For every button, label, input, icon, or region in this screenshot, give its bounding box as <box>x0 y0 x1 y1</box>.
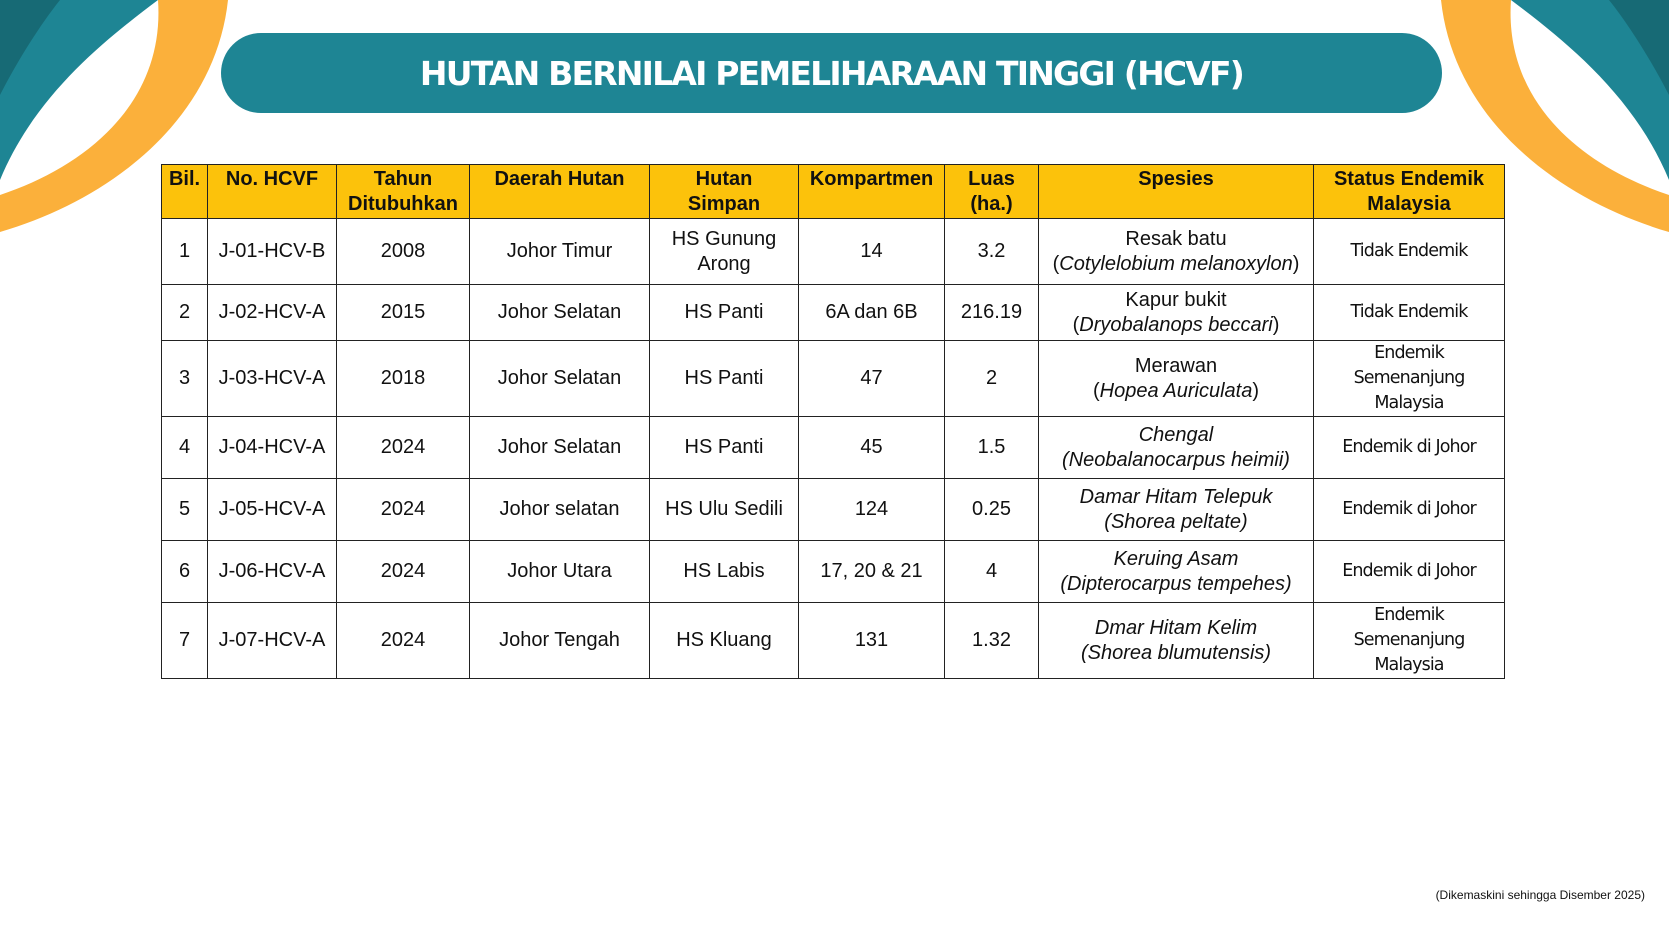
cell-status-endemik: Endemik di Johor <box>1314 541 1505 603</box>
cell-no-hcvf: J-04-HCV-A <box>208 417 337 479</box>
cell-status-endemik: Endemik Semenanjung Malaysia <box>1314 603 1505 679</box>
cell-luas: 1.5 <box>945 417 1039 479</box>
cell-luas: 4 <box>945 541 1039 603</box>
cell-bil: 5 <box>162 479 208 541</box>
header-hutan-simpan: Hutan Simpan <box>650 165 799 219</box>
cell-kompartmen: 45 <box>799 417 945 479</box>
cell-no-hcvf: J-01-HCV-B <box>208 219 337 285</box>
header-status-endemik: Status Endemik Malaysia <box>1314 165 1505 219</box>
cell-kompartmen: 17, 20 & 21 <box>799 541 945 603</box>
cell-daerah: Johor Selatan <box>470 285 650 341</box>
cell-status-endemik: Endemik di Johor <box>1314 417 1505 479</box>
cell-tahun: 2018 <box>337 341 470 417</box>
cell-daerah: Johor Selatan <box>470 417 650 479</box>
cell-hutan-simpan: HS Labis <box>650 541 799 603</box>
cell-bil: 3 <box>162 341 208 417</box>
cell-luas: 2 <box>945 341 1039 417</box>
header-luas: Luas (ha.) <box>945 165 1039 219</box>
cell-status-endemik: Endemik Semenanjung Malaysia <box>1314 341 1505 417</box>
cell-no-hcvf: J-03-HCV-A <box>208 341 337 417</box>
cell-hutan-simpan: HS Ulu Sedili <box>650 479 799 541</box>
table-row <box>162 219 1505 285</box>
cell-tahun: 2008 <box>337 219 470 285</box>
table-row <box>162 541 1505 603</box>
table-row <box>162 417 1505 479</box>
table-row <box>162 479 1505 541</box>
cell-kompartmen: 124 <box>799 479 945 541</box>
cell-bil: 4 <box>162 417 208 479</box>
cell-spesies: Merawan (Hopea Auriculata) <box>1039 341 1314 417</box>
cell-kompartmen: 47 <box>799 341 945 417</box>
cell-daerah: Johor Utara <box>470 541 650 603</box>
cell-tahun: 2015 <box>337 285 470 341</box>
header-no-hcvf: No. HCVF <box>208 165 337 219</box>
cell-spesies: Damar Hitam Telepuk (Shorea peltate) <box>1039 479 1314 541</box>
cell-tahun: 2024 <box>337 603 470 679</box>
cell-hutan-simpan: HS Panti <box>650 417 799 479</box>
cell-spesies: Resak batu (Cotylelobium melanoxylon) <box>1039 219 1314 285</box>
header-bil: Bil. <box>162 165 208 219</box>
header-tahun-ditubuhkan: Tahun Ditubuhkan <box>337 165 470 219</box>
cell-luas: 216.19 <box>945 285 1039 341</box>
cell-bil: 2 <box>162 285 208 341</box>
table-row <box>162 285 1505 341</box>
cell-spesies: Kapur bukit (Dryobalanops beccari) <box>1039 285 1314 341</box>
table-row <box>162 603 1505 679</box>
cell-hutan-simpan: HS Panti <box>650 341 799 417</box>
cell-status-endemik: Tidak Endemik <box>1314 285 1505 341</box>
header-kompartmen: Kompartmen <box>799 165 945 219</box>
cell-hutan-simpan: HS Kluang <box>650 603 799 679</box>
cell-hutan-simpan: HS Panti <box>650 285 799 341</box>
cell-spesies: Keruing Asam (Dipterocarpus tempehes) <box>1039 541 1314 603</box>
cell-kompartmen: 6A dan 6B <box>799 285 945 341</box>
cell-spesies: Chengal (Neobalanocarpus heimii) <box>1039 417 1314 479</box>
cell-kompartmen: 14 <box>799 219 945 285</box>
hcvf-table <box>161 164 1505 679</box>
cell-spesies: Dmar Hitam Kelim (Shorea blumutensis) <box>1039 603 1314 679</box>
cell-daerah: Johor Tengah <box>470 603 650 679</box>
cell-tahun: 2024 <box>337 541 470 603</box>
cell-no-hcvf: J-02-HCV-A <box>208 285 337 341</box>
hcvf-table-container <box>161 164 1504 679</box>
cell-tahun: 2024 <box>337 417 470 479</box>
cell-status-endemik: Tidak Endemik <box>1314 219 1505 285</box>
header-daerah-hutan: Daerah Hutan <box>470 165 650 219</box>
cell-no-hcvf: J-05-HCV-A <box>208 479 337 541</box>
cell-luas: 0.25 <box>945 479 1039 541</box>
cell-tahun: 2024 <box>337 479 470 541</box>
page-title: HUTAN BERNILAI PEMELIHARAAN TINGGI (HCVF) <box>419 53 1244 93</box>
cell-luas: 3.2 <box>945 219 1039 285</box>
cell-luas: 1.32 <box>945 603 1039 679</box>
cell-no-hcvf: J-07-HCV-A <box>208 603 337 679</box>
cell-bil: 7 <box>162 603 208 679</box>
table-row <box>162 341 1505 417</box>
title-banner <box>221 33 1442 113</box>
cell-no-hcvf: J-06-HCV-A <box>208 541 337 603</box>
update-footnote: (Dikemaskini sehingga Disember 2025) <box>1435 888 1645 902</box>
cell-kompartmen: 131 <box>799 603 945 679</box>
cell-daerah: Johor selatan <box>470 479 650 541</box>
cell-status-endemik: Endemik di Johor <box>1314 479 1505 541</box>
table-header-row <box>162 165 1505 219</box>
header-spesies: Spesies <box>1039 165 1314 219</box>
cell-daerah: Johor Selatan <box>470 341 650 417</box>
cell-bil: 6 <box>162 541 208 603</box>
cell-hutan-simpan: HS Gunung Arong <box>650 219 799 285</box>
cell-bil: 1 <box>162 219 208 285</box>
cell-daerah: Johor Timur <box>470 219 650 285</box>
